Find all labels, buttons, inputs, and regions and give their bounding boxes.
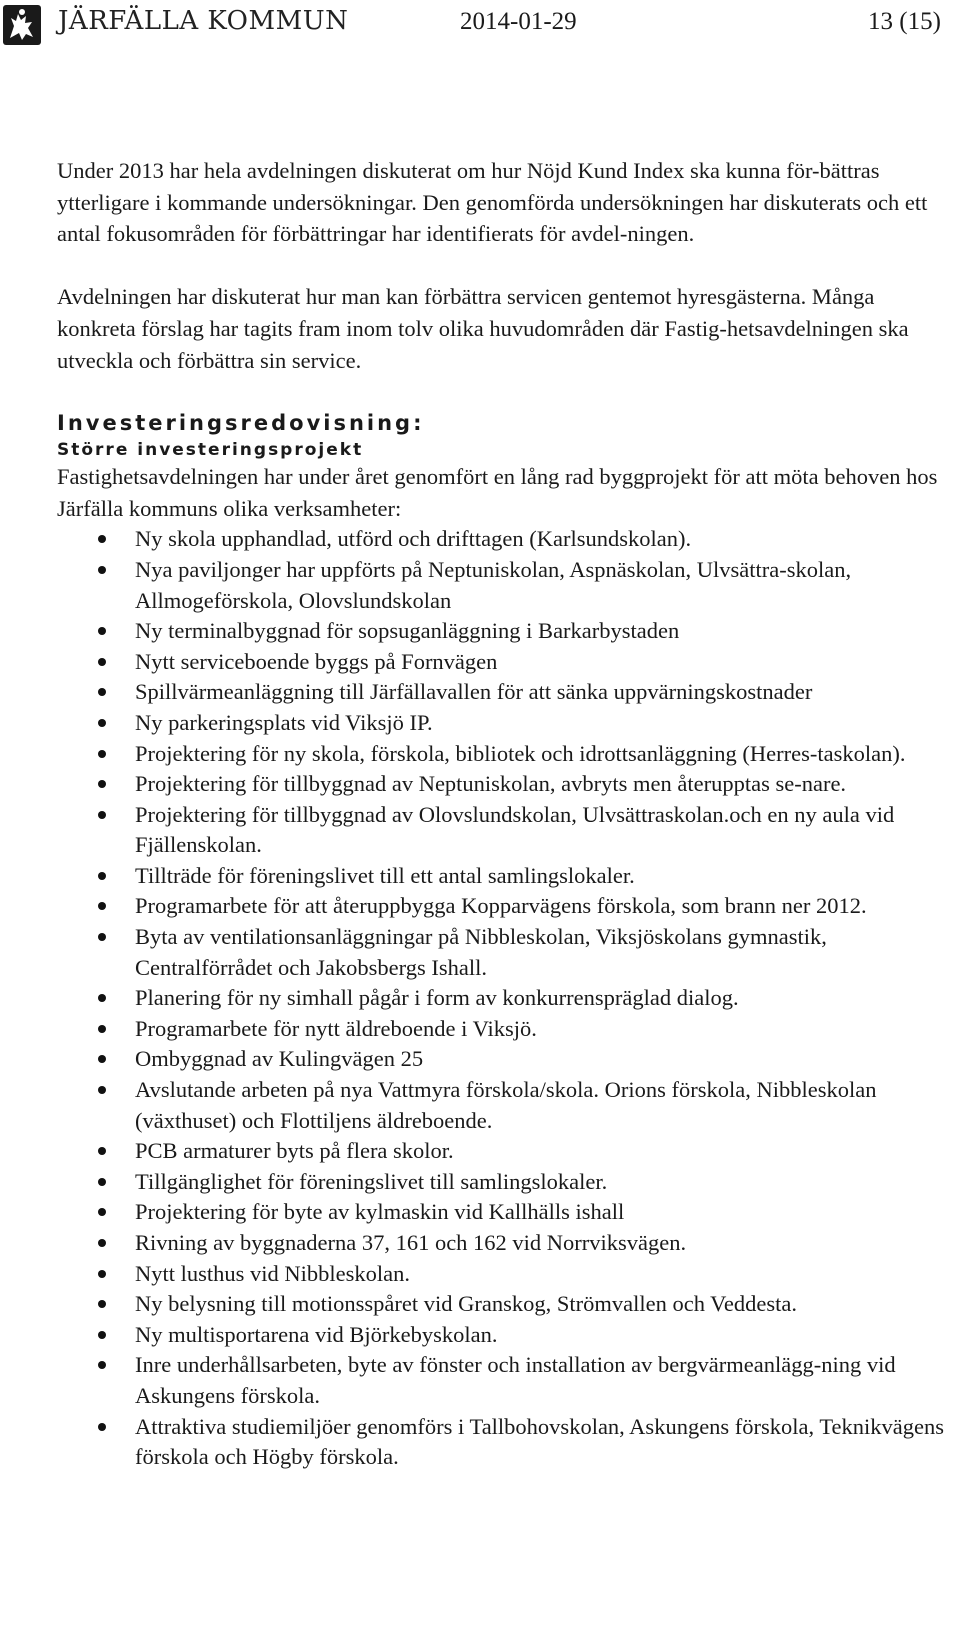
document-date: 2014-01-29 (460, 8, 577, 35)
list-item: Ny belysning till motionsspåret vid Granskog, Strömvallen och Veddesta. (57, 1289, 947, 1320)
list-item: Planering för ny simhall pågår i form av konkurrenspräglad dialog. (57, 983, 947, 1014)
bullet-icon (98, 719, 106, 727)
bullet-icon (98, 1331, 106, 1339)
list-item: Rivning av byggnaderna 37, 161 och 162 vid Norrviksvägen. (57, 1228, 947, 1259)
bullet-icon (98, 1239, 106, 1247)
list-item: Ombyggnad av Kulingvägen 25 (57, 1044, 947, 1075)
list-item: Nya paviljonger har uppförts på Neptuniskolan, Aspnäskolan, Ulvsättra-​skolan, Allmogeförskola, Olovslundskolan (57, 555, 947, 616)
bullet-icon (98, 566, 106, 574)
list-item: Avslutande arbeten på nya Vattmyra förskola/skola. Orions förskola, Nibbleskolan (växthuset) och Flottiljens äldreboende. (57, 1075, 947, 1136)
bullet-icon (98, 1055, 106, 1063)
bullet-icon (98, 811, 106, 819)
bullet-icon (98, 658, 106, 666)
page-number: 13 (15) (868, 8, 941, 35)
section-subtitle: Större investeringsprojekt (57, 440, 364, 461)
list-item: Projektering för tillbyggnad av Neptuniskolan, avbryts men återupptas se-​nare. (57, 769, 947, 800)
list-item: Inre underhållsarbeten, byte av fönster och installation av bergvärmeanlägg-​ning vid Askungens förskola. (57, 1350, 947, 1411)
list-item: Ny parkeringsplats vid Viksjö IP. (57, 708, 947, 739)
list-item: Ny multisportarena vid Björkebyskolan. (57, 1320, 947, 1351)
section-title: Investeringsredovisning: (57, 411, 425, 436)
bullet-icon (98, 688, 106, 696)
bullet-icon (98, 627, 106, 635)
list-item: Projektering för ny skola, förskola, bibliotek och idrottsanläggning (Herres-​taskolan). (57, 739, 947, 770)
bullet-icon (98, 750, 106, 758)
bullet-icon (98, 1423, 106, 1431)
list-item: Programarbete för att återuppbygga Kopparvägens förskola, som brann ner 2012. (57, 891, 947, 922)
list-item: PCB armaturer byts på flera skolor. (57, 1136, 947, 1167)
bullet-icon (98, 994, 106, 1002)
bullet-icon (98, 1178, 106, 1186)
list-item: Nytt serviceboende byggs på Fornvägen (57, 647, 947, 678)
bullet-icon (98, 1086, 106, 1094)
list-item: Projektering för tillbyggnad av Olovslundskolan, Ulvsättraskolan.och en ny aula vid Fjällenskolan. (57, 800, 947, 861)
project-list (57, 524, 947, 1472)
paragraph-nki: Under 2013 har hela avdelningen diskuterat om hur Nöjd Kund Index ska kunna för-​bättras ytterligare i kommande undersökningar. Den genomförda undersökningen har diskuterats och ett antal fokusområden för förbättringar har identifierats för avdel-​ningen. (57, 158, 928, 247)
bullet-icon (98, 535, 106, 543)
bullet-icon (98, 933, 106, 941)
list-item: Programarbete för nytt äldreboende i Viksjö. (57, 1014, 947, 1045)
paragraph-service: Avdelningen har diskuterat hur man kan förbättra servicen gentemot hyresgästerna. Många konkreta förslag har tagits fram inom tolv olika huvudområden där Fastig-​hetsavdelningen ska utveckla och förbättra sin service. (57, 284, 909, 373)
list-item: Tillträde för föreningslivet till ett antal samlingslokaler. (57, 861, 947, 892)
bullet-icon (98, 902, 106, 910)
document-body (57, 155, 947, 1473)
bullet-icon (98, 780, 106, 788)
bullet-icon (98, 1025, 106, 1033)
list-item: Spillvärmeanläggning till Järfällavallen för att sänka uppvärningskostnader (57, 677, 947, 708)
bullet-icon (98, 1270, 106, 1278)
list-item: Ny skola upphandlad, utförd och drifttagen (Karlsundskolan). (57, 524, 947, 555)
list-item: Byta av ventilationsanläggningar på Nibbleskolan, Viksjöskolans gymnastik, Centralförrådet och Jakobsbergs Ishall. (57, 922, 947, 983)
list-item: Ny terminalbyggnad för sopsuganläggning i Barkarbystaden (57, 616, 947, 647)
bullet-icon (98, 872, 106, 880)
bullet-icon (98, 1147, 106, 1155)
section-intro: Fastighetsavdelningen har under året genomfört en lång rad byggprojekt för att möta behoven hos Järfälla kommuns olika verksamheter: (57, 464, 938, 521)
list-item: Attraktiva studiemiljöer genomförs i Tallbohovskolan, Askungens förskola, Teknikvägens förskola och Högby förskola. (57, 1412, 947, 1473)
page-header (0, 0, 960, 50)
bullet-icon (98, 1361, 106, 1369)
list-item: Projektering för byte av kylmaskin vid Kallhälls ishall (57, 1197, 947, 1228)
municipal-crest-icon (2, 4, 42, 46)
list-item: Tillgänglighet för föreningslivet till samlingslokaler. (57, 1167, 947, 1198)
bullet-icon (98, 1300, 106, 1308)
bullet-icon (98, 1208, 106, 1216)
logo-text: JÄRFÄLLA KOMMUN (58, 6, 349, 36)
list-item: Nytt lusthus vid Nibbleskolan. (57, 1259, 947, 1290)
